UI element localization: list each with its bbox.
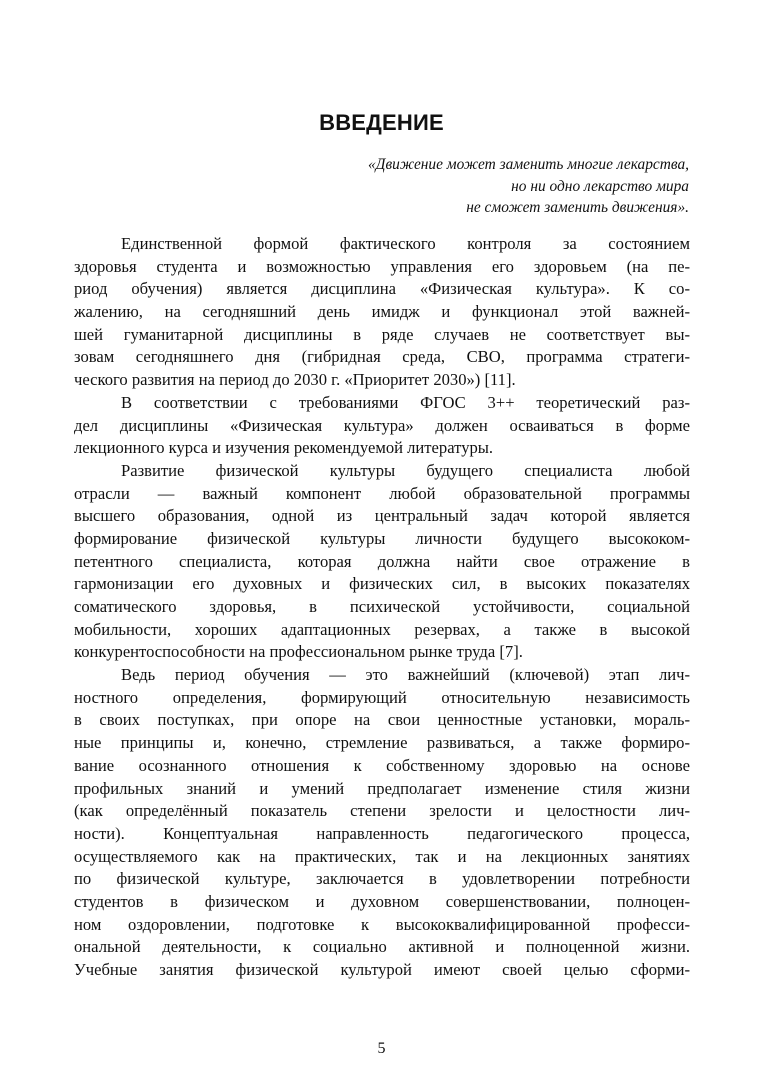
- text-line: соматического здоровья, в психической устойчивости, социальной: [74, 597, 690, 616]
- page-title: ВВЕДЕНИЕ: [319, 110, 444, 135]
- paragraph-4: [74, 664, 690, 982]
- text-line: лекционного курса и изучения рекомендуемой литературы.: [74, 438, 494, 458]
- text-line: ном оздоровлении, подготовке к высококвалифицированной професси-: [74, 914, 690, 934]
- text-line: риод обучения) является дисциплина «Физическая культура». К со-: [74, 279, 690, 299]
- epigraph-line: но ни одно лекарство мира: [511, 177, 689, 195]
- paragraph-1: [74, 233, 690, 392]
- text-line: ональной деятельности, к социально активной и полноценной жизни.: [74, 937, 690, 957]
- text-line: студентов в физическом и духовном совершенствовании, полноцен-: [74, 891, 690, 911]
- text-line: Единственной формой фактического контроля за состоянием: [121, 234, 690, 253]
- text-line: Ведь период обучения — это важнейший (ключевой) этап лич-: [121, 665, 690, 685]
- paragraph-3: [74, 460, 690, 664]
- text-line: (как определённый показатель степени зрелости и целостности лич-: [74, 801, 690, 821]
- text-line: конкурентоспособности на профессиональном рынке труда [7].: [74, 642, 523, 662]
- epigraph: [368, 154, 689, 219]
- text-line: зовам сегодняшнего дня (гибридная среда, СВО, программа стратеги-: [74, 347, 690, 367]
- text-line: Развитие физической культуры будущего специалиста любой: [121, 460, 690, 480]
- text-line: высшего образования, одной из центральный задач которой является: [74, 506, 690, 526]
- text-line: дел дисциплины «Физическая культура» должен осваиваться в форме: [74, 415, 690, 435]
- text-line: жалению, на сегодняшний день имидж и функционал этой важней-: [74, 302, 690, 322]
- text-line: шей гуманитарной дисциплины в ряде случаев не соответствует вы-: [74, 324, 690, 344]
- text-line: отрасли — важный компонент любой образовательной программы: [74, 483, 690, 503]
- text-line: петентного специалиста, которая должна найти свое отражение в: [74, 551, 690, 571]
- epigraph-line: не сможет заменить движения».: [466, 199, 689, 216]
- text-line: в своих поступках, при опоре на свои ценностные установки, мораль-: [74, 710, 690, 730]
- text-line: гармонизации его духовных и физических сил, в высоких показателях: [74, 574, 690, 594]
- text-line: по физической культуре, заключается в удовлетворении потребности: [74, 869, 690, 889]
- text-line: ностного определения, формирующий относительную независимость: [74, 687, 690, 707]
- page-number: 5: [377, 1040, 386, 1057]
- paragraph-2: [74, 392, 690, 460]
- text-line: осуществляемого как на практических, так и на лекционных занятиях: [74, 846, 690, 866]
- text-line: профильных знаний и умений предполагает изменение стиля жизни: [74, 778, 690, 798]
- text-line: ные принципы и, конечно, стремление развиваться, а также формиро-: [74, 733, 690, 753]
- text-line: здоровья студента и возможностью управления его здоровьем (на пе-: [74, 256, 690, 276]
- text-line: вание осознанного отношения к собственному здоровью на основе: [74, 755, 690, 775]
- text-line: мобильности, хороших адаптационных резервах, а также в высокой: [74, 619, 690, 639]
- text-line: Учебные занятия физической культурой имеют своей целью сформи-: [74, 960, 690, 979]
- epigraph-line: «Движение может заменить многие лекарства,: [367, 156, 689, 173]
- text-line: ности). Концептуальная направленность педагогического процесса,: [74, 823, 690, 843]
- text-line: В соответствии с требованиями ФГОС 3++ теоретический раз-: [121, 392, 690, 412]
- text-line: формирование физической культуры личности будущего высококом-: [74, 528, 690, 548]
- body-text: [74, 233, 690, 982]
- text-line: ческого развития на период до 2030 г. «Приоритет 2030») [11].: [74, 370, 516, 390]
